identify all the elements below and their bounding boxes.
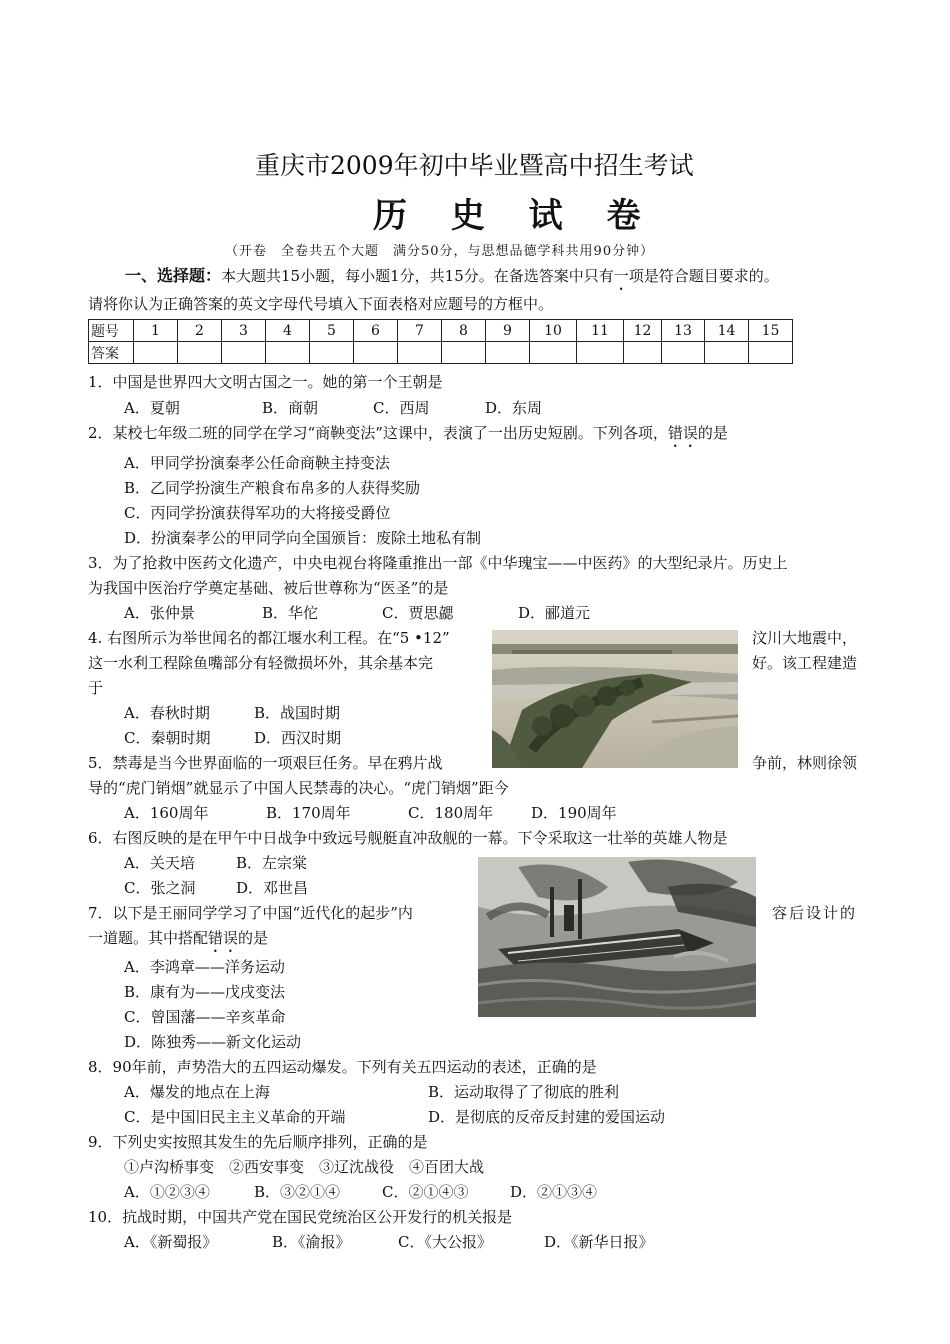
question-6-option-a: A．关天培 [124, 854, 195, 872]
section-label: 一、选择题： [125, 266, 222, 285]
section-intro-dot: 一 [613, 267, 629, 285]
question-1-option-a: A．夏朝 [124, 399, 180, 417]
question-7-option-b: B．康有为——戊戌变法 [124, 983, 286, 1001]
answer-cell[interactable] [178, 342, 222, 364]
answer-cell[interactable] [705, 342, 749, 364]
question-9-option-d: D．②①③④ [510, 1183, 598, 1201]
question-7-line-2-b: 的是 [238, 929, 269, 947]
question-6-option-d: D．邓世昌 [236, 879, 309, 897]
answer-cell[interactable] [354, 342, 398, 364]
question-4-option-b: B．战国时期 [254, 704, 341, 722]
question-2-option-b: B．乙同学扮演生产粮食布帛多的人获得奖励 [124, 479, 421, 497]
answer-cell[interactable] [749, 342, 793, 364]
question-8-option-a: A．爆发的地点在上海 [124, 1083, 270, 1101]
question-5-option-c: C．180周年 [408, 804, 494, 822]
question-3-line-2: 为我国中医治疗学奠定基础、被后世尊称为“医圣”的是 [88, 579, 449, 597]
question-7-option-a: A．李鸿章——洋务运动 [124, 958, 285, 976]
question-7-option-d: D．陈独秀——新文化运动 [124, 1033, 302, 1051]
answer-table-answer-label: 答案 [89, 342, 134, 364]
answer-cell[interactable] [662, 342, 705, 364]
answer-table [88, 319, 793, 364]
question-4-line-1-right: 汶川大地震中， [752, 629, 858, 647]
question-2-option-c: C．丙同学扮演获得军功的大将接受爵位 [124, 504, 391, 522]
question-9-events: ①卢沟桥事变 ②西安事变 ③辽沈战役 ④百团大战 [124, 1158, 485, 1176]
question-1-option-b: B．商朝 [262, 399, 319, 417]
question-1-option-d: D．东周 [485, 399, 543, 417]
answer-table-number: 7 [398, 320, 442, 342]
question-3-line-1: 3．为了抢救中医药文化遗产，中央电视台将隆重推出一部《中华瑰宝——中医药》的大型纪录片。历史上 [88, 554, 788, 572]
question-2-option-a: A．甲同学扮演秦孝公任命商鞅主持变法 [124, 454, 390, 472]
answer-table-number: 6 [354, 320, 398, 342]
question-5-line-2: 导的“虎门销烟”就显示了中国人民禁毒的决心。“虎门销烟”距今 [88, 779, 509, 797]
question-2-stem-b: 的是 [697, 424, 728, 442]
question-4-line-2-right: 好。该工程建造 [752, 654, 858, 672]
question-3-option-c: C．贾思勰 [382, 604, 454, 622]
answer-cell[interactable] [624, 342, 662, 364]
answer-table-number: 15 [749, 320, 793, 342]
question-8-stem: 8．90年前，声势浩大的五四运动爆发。下列有关五四运动的表述，正确的是 [88, 1058, 597, 1076]
dujiangyan-illustration [492, 630, 738, 768]
answer-cell[interactable] [398, 342, 442, 364]
question-9-option-a: A．①②③④ [124, 1183, 210, 1201]
question-6-option-b: B．左宗棠 [236, 854, 308, 872]
question-2-stem [88, 423, 728, 451]
question-5-line-1-right: 争前，林则徐领 [752, 754, 858, 772]
answer-table-number: 1 [134, 320, 178, 342]
answer-table-number-label: 题号 [89, 320, 134, 342]
question-4-option-d: D．西汉时期 [254, 729, 342, 747]
answer-cell[interactable] [222, 342, 266, 364]
answer-cell[interactable] [530, 342, 577, 364]
question-7-line-2 [88, 928, 268, 956]
question-3-option-b: B．华佗 [262, 604, 319, 622]
answer-table-answer-row [89, 342, 793, 364]
question-10-option-b: B．《渝报》 [272, 1233, 351, 1251]
answer-table-number: 5 [310, 320, 354, 342]
answer-cell[interactable] [577, 342, 624, 364]
answer-cell[interactable] [134, 342, 178, 364]
answer-table-number: 3 [222, 320, 266, 342]
question-10-stem: 10．抗战时期，中国共产党在国民党统治区公开发行的机关报是 [88, 1208, 513, 1226]
question-7-line-1-right: 容后设计的 [772, 904, 858, 922]
question-4-option-a: A．春秋时期 [124, 704, 210, 722]
question-5-option-b: B．170周年 [266, 804, 351, 822]
answer-table-number: 9 [486, 320, 530, 342]
question-10-option-c: C．《大公报》 [398, 1233, 492, 1251]
question-3-option-d: D．郦道元 [518, 604, 591, 622]
answer-table-number-row [89, 320, 793, 342]
question-1-stem: 1．中国是世界四大文明古国之一。她的第一个王朝是 [88, 373, 443, 391]
answer-table-number: 14 [705, 320, 749, 342]
warship-illustration [478, 857, 756, 1017]
answer-table-number: 4 [266, 320, 310, 342]
question-10-option-d: D．《新华日报》 [544, 1233, 654, 1251]
answer-cell[interactable] [442, 342, 486, 364]
answer-table-number: 10 [530, 320, 577, 342]
question-2-stem-a: 2．某校七年级二班的同学在学习“商鞅变法”这课中，表演了一出历史短剧。下列各项， [88, 424, 668, 442]
answer-cell[interactable] [310, 342, 354, 364]
question-7-option-c: C．曾国藩——辛亥革命 [124, 1008, 286, 1026]
question-7-line-1-left: 7．以下是王丽同学学习了中国“近代化的起步”内 [88, 904, 413, 922]
answer-table-number: 12 [624, 320, 662, 342]
question-5-line-1-left: 5．禁毒是当今世界面临的一项艰巨任务。早在鸦片战 [88, 754, 443, 772]
question-1-option-c: C．西周 [373, 399, 430, 417]
section-intro-2: 请将你认为正确答案的英文字母代号填入下面表格对应题号的方框中。 [88, 295, 554, 313]
question-6-stem: 6．右图反映的是在甲午中日战争中致远号舰艇直冲敌舰的一幕。下令采取这一壮举的英雄人物是 [88, 829, 728, 847]
question-4-line-2-left: 这一水利工程除鱼嘴部分有轻微损坏外，其余基本完 [88, 654, 434, 672]
question-2-stem-emphasis: 错误 [667, 424, 698, 442]
question-8-option-c: C．是中国旧民主主义革命的开端 [124, 1108, 346, 1126]
question-5-option-d: D．190周年 [531, 804, 617, 822]
section-intro [125, 266, 779, 294]
question-8-option-d: D．是彻底的反帝反封建的爱国运动 [428, 1108, 666, 1126]
question-7-emphasis: 错误 [208, 929, 239, 947]
exam-note: （开卷 全卷共五个大题 满分50分，与思想品德学科共用90分钟） [225, 244, 655, 259]
question-10-option-a: A．《新蜀报》 [124, 1233, 218, 1251]
question-3-option-a: A．张仲景 [124, 604, 195, 622]
question-9-stem: 9．下列史实按照其发生的先后顺序排列，正确的是 [88, 1133, 428, 1151]
question-4-option-c: C．秦朝时期 [124, 729, 211, 747]
question-7-line-2-a: 一道题。其中搭配 [88, 929, 209, 947]
exam-title: 重庆市2009年初中毕业暨高中招生考试 [255, 151, 694, 180]
dujiangyan-photo [492, 630, 738, 768]
subject-title: 历 史 试 卷 [373, 196, 657, 236]
question-6-option-c: C．张之洞 [124, 879, 196, 897]
question-9-option-c: C．②①④③ [382, 1183, 469, 1201]
section-intro-b: 项是符合题目要求的。 [628, 267, 779, 285]
section-intro-a: 本大题共15小题，每小题1分，共15分。在备选答案中只有 [221, 267, 614, 285]
answer-cell[interactable] [266, 342, 310, 364]
question-5-option-a: A．160周年 [124, 804, 209, 822]
question-9-option-b: B．③②①④ [254, 1183, 341, 1201]
answer-table-number: 11 [577, 320, 624, 342]
answer-table-number: 8 [442, 320, 486, 342]
question-8-option-b: B．运动取得了了彻底的胜利 [428, 1083, 620, 1101]
question-2-option-d: D．扮演秦孝公的甲同学向全国颁旨：废除土地私有制 [124, 529, 482, 547]
answer-cell[interactable] [486, 342, 530, 364]
question-4-line-1-left: 4. 右图所示为举世闻名的都江堰水利工程。在“5 •12” [88, 629, 450, 647]
zhiyuan-warship-photo [478, 857, 756, 1017]
answer-table-number: 13 [662, 320, 705, 342]
answer-table-number: 2 [178, 320, 222, 342]
question-4-line-3: 于 [88, 679, 104, 697]
